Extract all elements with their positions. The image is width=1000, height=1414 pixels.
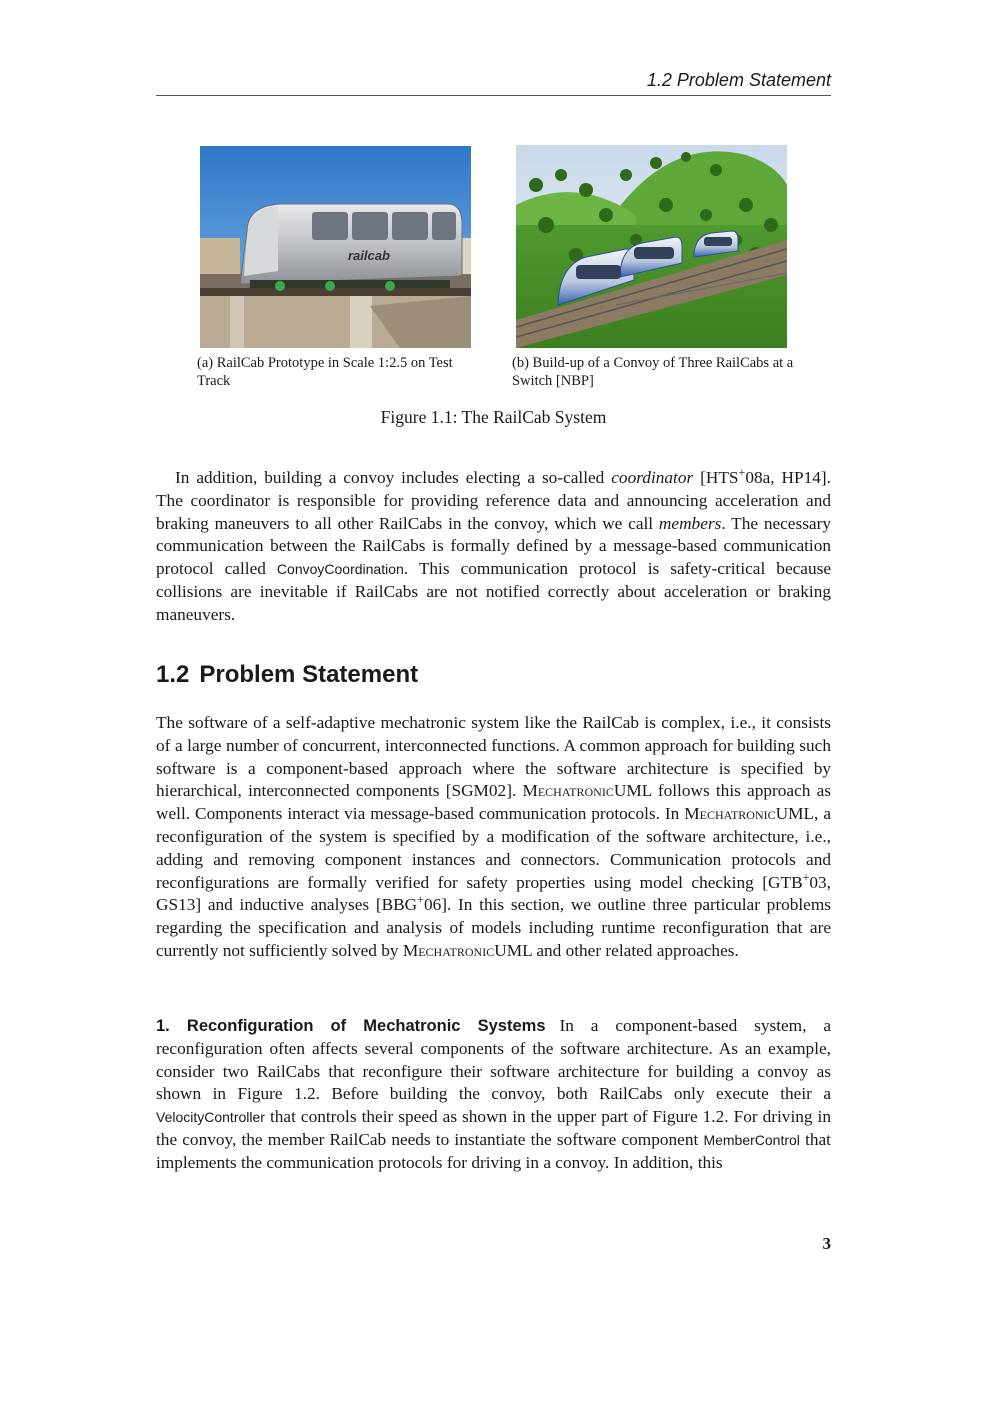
subcaption-a-text: RailCab Prototype in Scale 1:2.5 on Test Track <box>197 355 453 389</box>
subcaption-b-text: Build-up of a Convoy of Three RailCabs at a Switch [NBP] <box>512 355 794 389</box>
text-span: follows this approach as well. Components interact via message-based communication protocols. In <box>156 781 831 824</box>
protocol-name: ConvoyCoordination <box>276 561 404 578</box>
uml-text: UML <box>775 804 815 824</box>
figure-a-railcab-prototype-image <box>200 146 471 348</box>
text-span: In a component-based system, a reconfiguration often affects several components of the software architecture. As an example, consider two RailCabs that reconfigure their software architecture for building a convoy as shown in Figure 1.2. Before building the convoy, both RailCabs only execute their a <box>156 1016 831 1104</box>
text-span: . The necessary communication between the RailCabs is formally defined by a message-based communication protocol called <box>156 513 831 579</box>
paragraph-heading: 1. Reconfiguration of Mechatronic Systems <box>156 1017 546 1035</box>
text-span: that controls their speed as shown in the upper part of Figure 1.2. For driving in the convoy, the member RailCab needs to instantiate the software component <box>156 1107 831 1149</box>
text-span: . This communication protocol is safety-critical because collisions are inevitable if RailCabs are not notified correctly about acceleration or braking maneuvers. <box>156 559 831 624</box>
uml-text: UML <box>613 781 652 801</box>
subcaption-b <box>512 354 794 390</box>
text-span: In addition, building a convoy includes electing a so-called <box>175 468 612 487</box>
railcab-logo-text: railcab <box>348 248 390 263</box>
citation-plus: + <box>738 465 746 480</box>
mechatronic-smallcaps: Mechatronic <box>684 804 776 824</box>
section-number: 1.2 <box>156 661 190 688</box>
mechatronic-smallcaps: Mechatronic <box>402 940 495 960</box>
subcaption-a <box>197 354 477 390</box>
section-title-text: Problem Statement <box>199 661 419 688</box>
section-heading <box>156 661 418 689</box>
figure-b-convoy-rendering-image <box>516 145 787 348</box>
text-span: The software of a self-adaptive mechatronic system like the RailCab is complex, i.e., it consists of a large number of concurrent, interconnected functions. A common approach for building such software is a component-based approach where the software architecture is specified by hierarchical, interconnected components [SGM02]. <box>156 713 831 801</box>
uml-text: UML <box>494 940 532 960</box>
component-velocity-controller: VelocityController <box>156 1109 265 1126</box>
text-span: 08a, HP14]. The coordinator is responsible for providing reference data and announcing acceleration and braking maneuvers to all other RailCabs in the convoy, which we call <box>156 468 831 533</box>
component-member-control: MemberControl <box>703 1131 800 1148</box>
text-span: 06]. In this section, we outline three particular problems regarding the specification and analysis of models including runtime reconfiguration that are currently not sufficiently solved by <box>156 895 831 960</box>
term-coordinator: coordinator <box>611 468 694 487</box>
text-span: 03, GS13] and inductive analyses [BBG <box>156 872 831 915</box>
text-span: , a reconfiguration of the system is specified by a modification of the software architecture, i.e., adding and removing component instances and connectors. Communication protocols and reconfigurations are formally verified for safety properties using model checking [GTB <box>156 804 832 892</box>
page-number: 3 <box>822 1234 831 1253</box>
figure-caption: Figure 1.1: The RailCab System <box>380 407 607 427</box>
subcaption-a-label: (a) <box>197 355 214 371</box>
citation-plus: + <box>417 892 424 907</box>
term-members: members <box>658 513 722 533</box>
paragraph-reconfiguration <box>156 1015 831 1175</box>
subcaption-b-label: (b) <box>512 355 529 371</box>
mechatronic-smallcaps: Mechatronic <box>522 781 614 801</box>
citation-plus: + <box>802 869 810 884</box>
text-span: and other related approaches. <box>532 940 739 960</box>
text-span: that implements the communication protocols for driving in a convoy. In addition, this <box>156 1129 831 1172</box>
citation-span: [HTS <box>693 468 739 487</box>
running-head: 1.2 Problem Statement <box>646 70 831 90</box>
paragraph-problem-statement <box>156 712 831 963</box>
header-rule <box>156 95 831 96</box>
paragraph-convoy-coordination <box>156 467 831 627</box>
